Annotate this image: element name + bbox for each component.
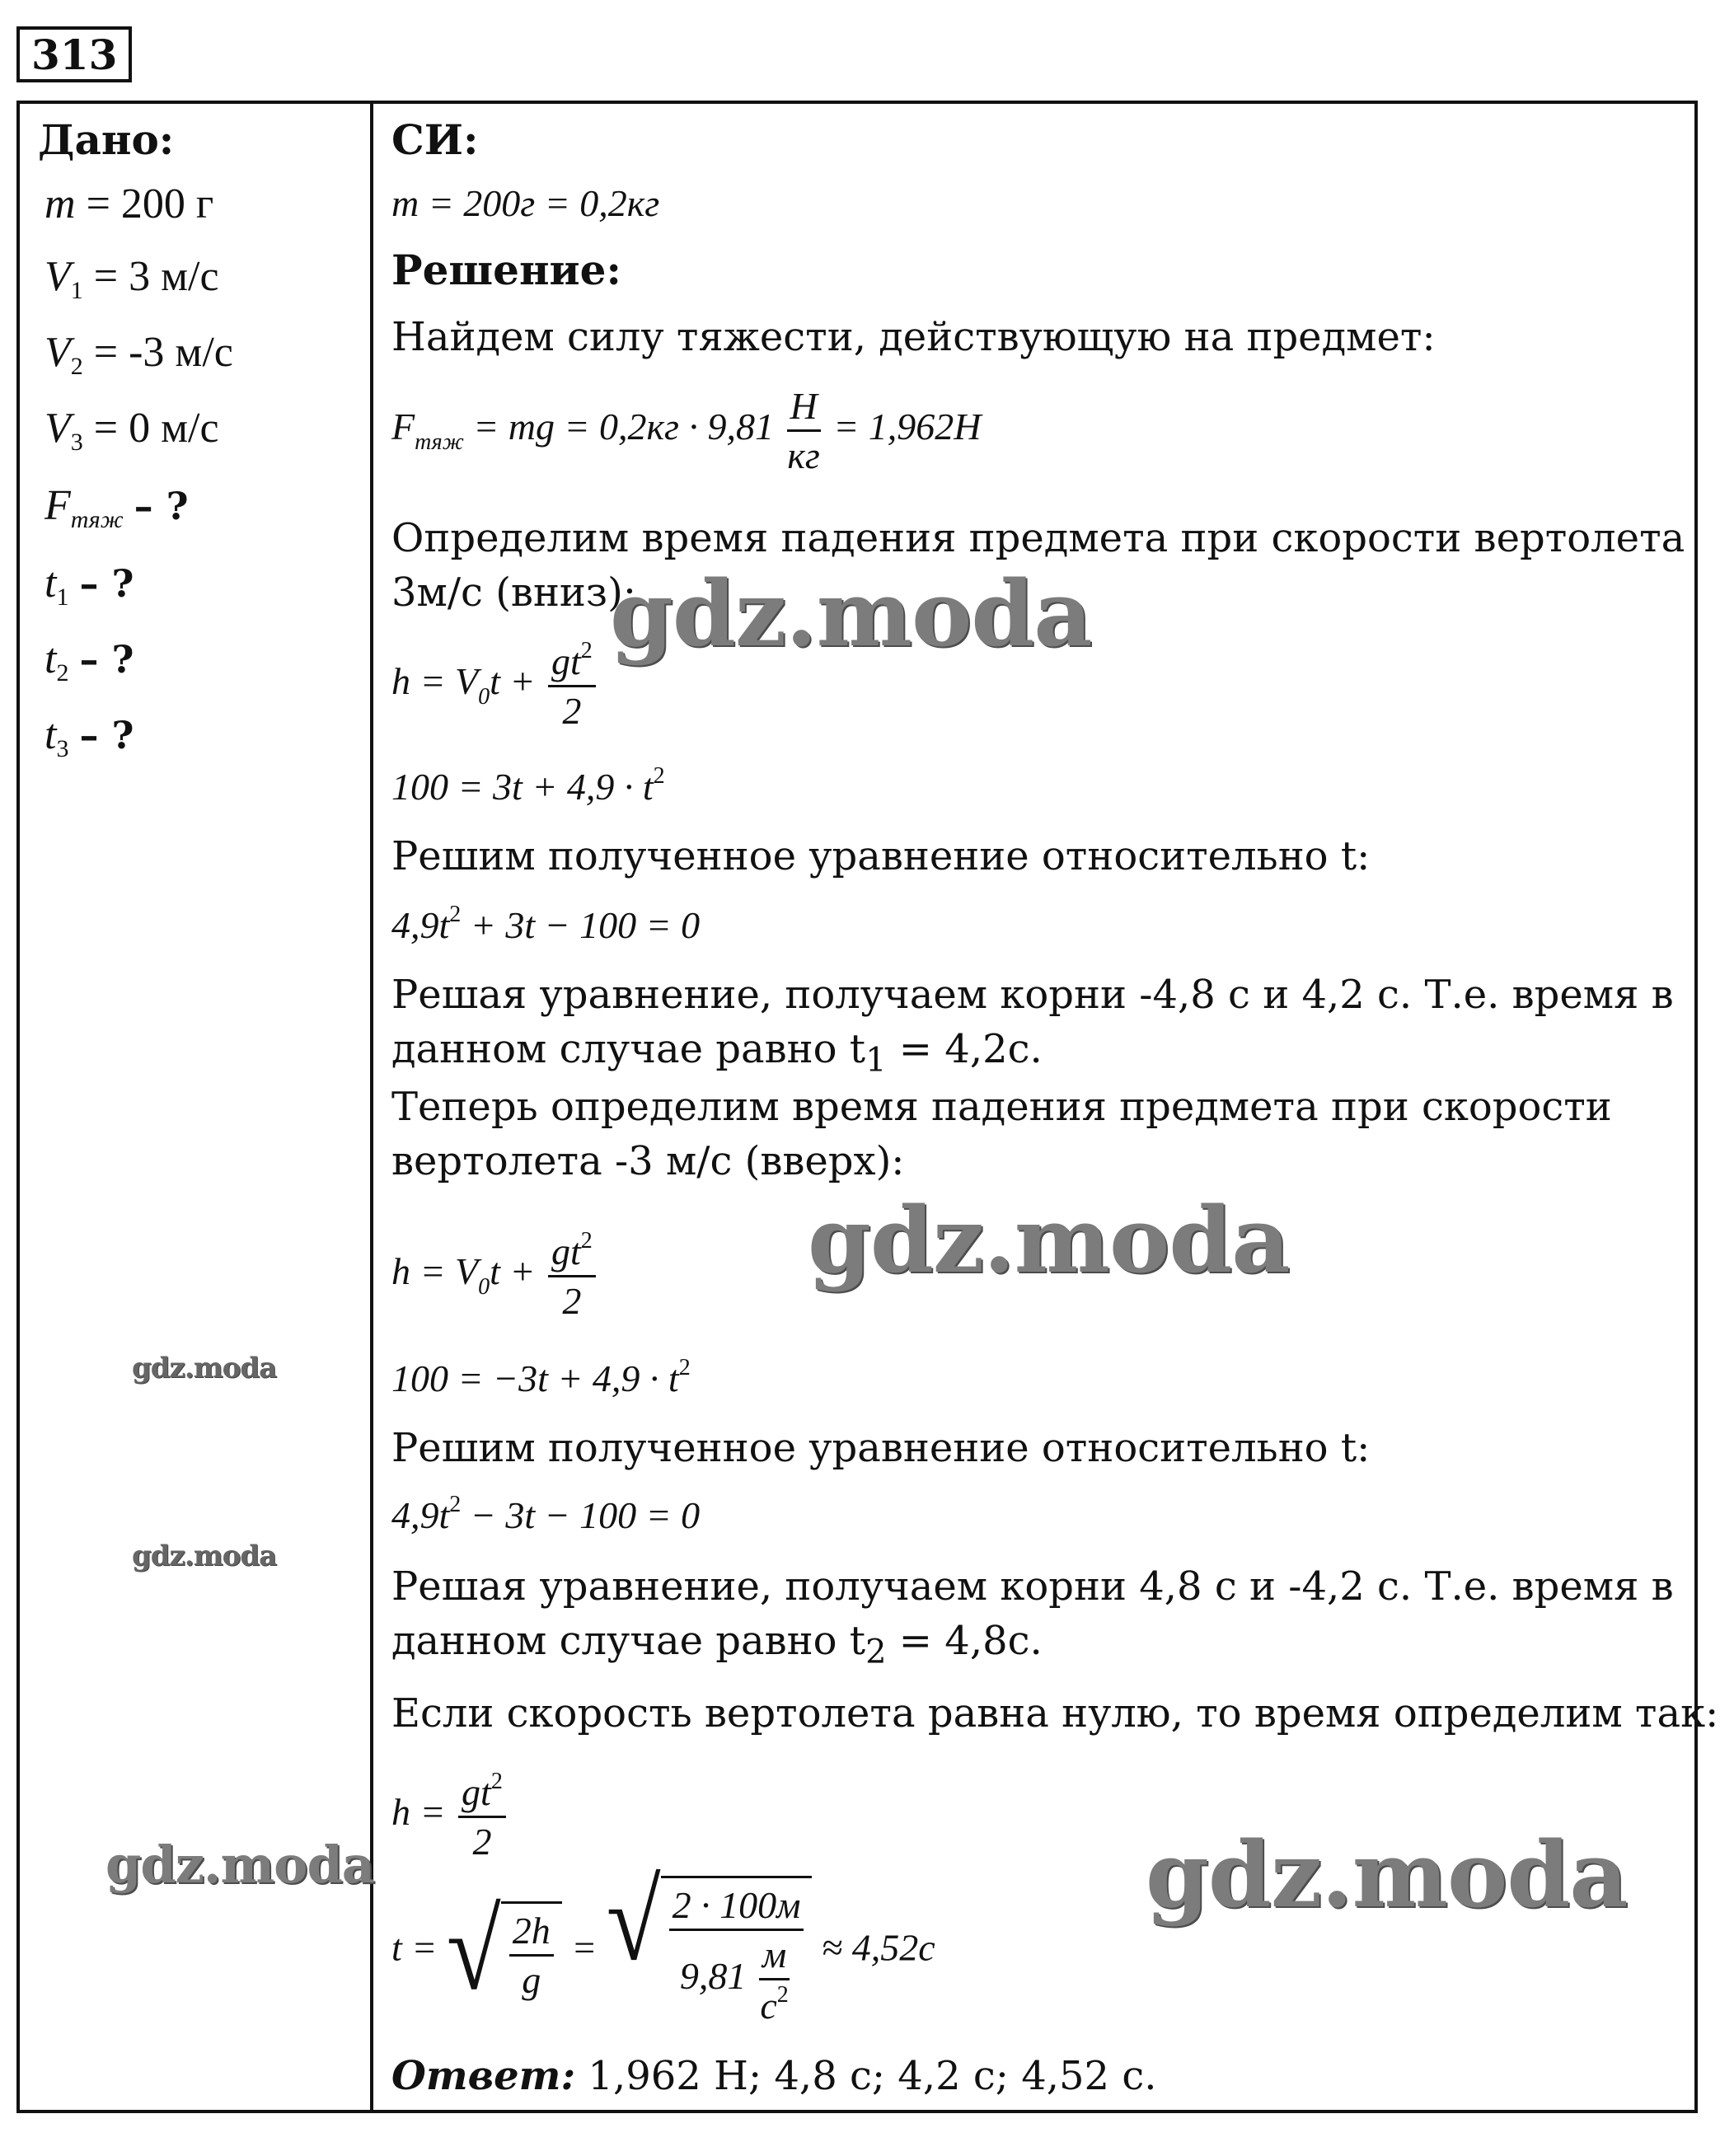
watermark: gdz.moda	[132, 1540, 277, 1572]
watermark: gdz.moda	[105, 1835, 374, 1895]
solution-header: Решение:	[391, 246, 621, 294]
equation-4: $100 = -3t + 4,9 \cdot t^2$	[391, 1355, 691, 1399]
given-t3: $t_3$ – ?	[45, 711, 134, 762]
given-m: m = 200 г	[45, 180, 214, 227]
paragraph-7: Решая уравнение, получаем корни 4,8 с и -4,2 с. Т.е. время в данном случае равно $t_2 = 4,8с$.	[391, 1563, 1674, 1671]
si-header: СИ:	[391, 115, 479, 164]
solution-table	[16, 101, 1719, 2113]
paragraph-3: Решим полученное уравнение относительно t:	[391, 833, 1371, 879]
paragraph-2: Определим время падения предмета при скорости вертолета 3м/с (вниз):	[391, 515, 1685, 616]
given-v3: $V_3 = 0$ м/с	[45, 405, 219, 456]
watermark: gdz.moda	[132, 1352, 277, 1385]
given-column	[20, 104, 370, 2110]
given-v1: $V_1 = 3$ м/с	[45, 253, 219, 304]
given-header: Дано:	[38, 115, 175, 164]
paragraph-5: Теперь определим время падения предмета при скорости вертолета -3 м/с (вверх):	[391, 1084, 1612, 1184]
formula-gravity: $F_{тяж}$ = mg = 0,2кг · 9,81 $\frac{Н}{кг}$ = 1,962Н	[391, 385, 982, 476]
task-number: 313	[16, 26, 132, 82]
given-v2: $V_2 = -3$ м/с	[45, 329, 233, 380]
equation-t3: t = √ $\frac{2h}{g}$ = √ 2 · 100м 9,81 $\frac{м}{с^2}$ ≈ 4,52с	[391, 1858, 935, 2027]
solution-column	[373, 104, 1719, 2110]
watermark: gdz.moda	[1146, 1821, 1628, 1928]
equation-h-1: $h = V_0t$ + $\frac{gt^2}{2}$	[391, 638, 599, 733]
watermark: gdz.moda	[610, 560, 1092, 667]
given-ftyazh: Fтяж – ?	[45, 482, 189, 533]
paragraph-4: Решая уравнение, получаем корни -4,8 с и 4,2 с. Т.е. время в данном случае равно $t_1 = 4,2с$.	[391, 972, 1674, 1080]
watermark: gdz.moda	[808, 1187, 1290, 1293]
paragraph-6: Решим полученное уравнение относительно t:	[391, 1425, 1371, 1471]
paragraph-1: Найдем силу тяжести, действующую на предмет:	[391, 314, 1436, 360]
answer: Ответ: 1,962 Н; 4,8 с; 4,2 с; 4,52 с.	[391, 2053, 1157, 2099]
equation-2: $100 = 3t + 4,9 \cdot t^2$	[391, 763, 665, 808]
si-conversion: m = 200г = 0,2кг	[391, 182, 660, 224]
given-t1: $t_1$ – ?	[45, 560, 134, 611]
equation-h-2: $h = V_0t$ + $\frac{gt^2}{2}$	[391, 1228, 599, 1323]
paragraph-8: Если скорость вертолета равна нулю, то время определим так:	[391, 1690, 1719, 1737]
given-t2: $t_2$ – ?	[45, 635, 134, 687]
equation-h-3: h = $\frac{gt^2}{2}$	[391, 1769, 509, 1863]
equation-5: $4,9t^2 - 3t - 100 = 0$	[391, 1492, 701, 1536]
equation-3: $4,9t^2 + 3t - 100 = 0$	[391, 902, 701, 946]
